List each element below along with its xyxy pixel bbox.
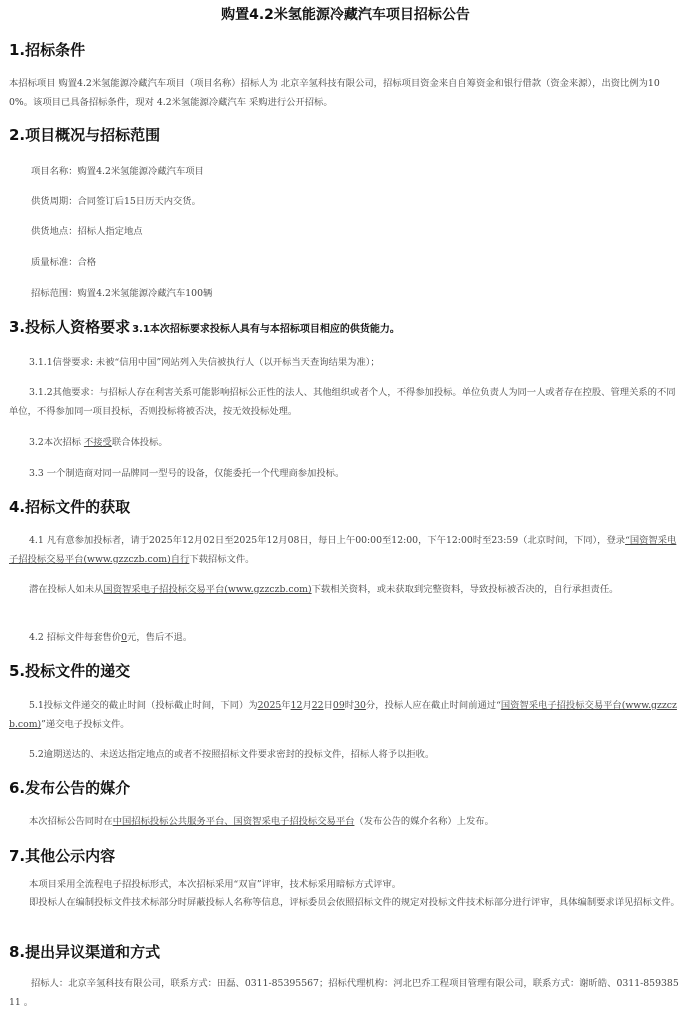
media-text-b: （发布公告的媒介名称）上发布。 [354, 816, 494, 827]
section-1-heading: 1.招标条件 [9, 41, 86, 59]
deadline-text-a: 5.1投标文件递交的截止时间（投标截止时间，下同）为 [29, 700, 258, 711]
deadline-text-c: ”递交电子投标文件。 [41, 719, 130, 730]
late-submission-line: 5.2逾期送达的、未送达指定地点的或者不按照招标文件要求密封的投标文件，招标人将予以拒收。 [29, 749, 435, 760]
section-4-heading: 4.招标文件的获取 [9, 498, 131, 516]
doc-price-value: 0 [121, 632, 128, 643]
deadline-hour-unit: 时 [344, 700, 355, 711]
consortium-line [9, 433, 681, 452]
deadline-month-unit: 月 [302, 700, 312, 711]
consortium-text-a: 3.2本次招标 [29, 437, 84, 448]
deadline-text-b: 分，投标人应在截止时间前通过“ [365, 700, 501, 711]
deadline-hour: 09 [332, 700, 345, 711]
platform-link-3[interactable]: 国资智采电子招投标交易平台(www.gzzczb.com) [9, 700, 677, 730]
credit-requirement-line: 3.1.1信誉要求: 未被“信用中国”网站列入失信被执行人（以开标当天查询结果为准）； [29, 357, 380, 368]
contact-paragraph: 招标人：北京辛氢科技有限公司，联系方式：田磊、0311-85395567；招标代理机构：河北巴乔工程项目管理有限公司，联系方式：谢昕皓、0311-85938511 。 [9, 978, 679, 1008]
deadline-day: 22 [311, 700, 324, 711]
submission-deadline-paragraph [9, 696, 681, 734]
doc-acquisition-text-a: 4.1 凡有意参加投标者，请于2025年12月02日至2025年12月08日，每日上午00:00至12:00，下午12:00时至23:59（北京时间，下同），登录 [29, 535, 626, 546]
consortium-not-accepted: 不接受 [83, 437, 112, 448]
risk-notice-text-a: 潜在投标人如未从 [29, 584, 104, 595]
media-text-a: 本次招标公告同时在 [29, 816, 113, 827]
section-7-heading: 7.其他公示内容 [9, 847, 116, 865]
section-3-heading [9, 317, 400, 340]
media-line [9, 812, 681, 831]
deadline-month: 12 [290, 700, 303, 711]
delivery-period-line: 供货周期：合同签订后15日历天内交货。 [31, 196, 201, 207]
project-name-line: 项目名称：购置4.2米氢能源冷藏汽车项目 [31, 166, 204, 177]
section-5-heading: 5.投标文件的递交 [9, 662, 131, 680]
consortium-text-b: 联合体投标。 [111, 437, 168, 448]
doc-price-text-b: 元，售后不退。 [127, 632, 193, 643]
doc-acquisition-paragraph [9, 531, 681, 569]
doc-price-text-a: 4.2 招标文件每套售价 [29, 632, 122, 643]
delivery-place-line: 供货地点：招标人指定地点 [31, 226, 143, 237]
document-title: 购置4.2米氢能源冷藏汽车项目招标公告 [221, 7, 470, 23]
section-8-heading: 8.提出异议渠道和方式 [9, 943, 161, 961]
deadline-day-unit: 日 [323, 700, 333, 711]
quality-standard-line: 质量标准：合格 [31, 257, 97, 268]
deadline-year-unit: 年 [281, 700, 291, 711]
platform-link-2[interactable]: 国资智采电子招投标交易平台(www.gzzczb.com) [103, 584, 312, 595]
other-requirement-paragraph: 3.1.2其他要求：与招标人存在利害关系可能影响招标公正性的法人、其他组织或者个人，不得参加投标。单位负责人为同一人或者存在控股、管理关系的不同单位，不得参加同一项目投标，否则投标将被否决，按无效投标处理。 [9, 387, 676, 417]
media-platforms[interactable]: 中国招标投标公共服务平台、国资智采电子招投标交易平台 [112, 816, 355, 827]
section-3-heading-text: 3.投标人资格要求 [9, 318, 131, 336]
technical-bid-paragraph: 即投标人在编制投标文件技术标部分时屏蔽投标人名称等信息，评标委员会依照招标文件的规定对投标文件技术标部分进行评审，具体编制要求详见招标文件。 [29, 897, 680, 908]
bid-scope-line: 招标范围：购置4.2米氢能源冷藏汽车100辆 [31, 288, 213, 299]
section-2-heading: 2.项目概况与招标范围 [9, 126, 161, 144]
doc-acquisition-text-b: 下载招标文件。 [189, 554, 255, 565]
risk-notice-text-b: 下载相关资料，或未获取到完整资料，导致投标被否决的，自行承担责任。 [311, 584, 619, 595]
section-3-subheading: 3.1本次招标要求投标人具有与本招标项目相应的供货能力。 [132, 324, 400, 335]
deadline-year: 2025 [257, 700, 282, 711]
doc-price-line [9, 628, 681, 647]
risk-notice-paragraph [9, 580, 681, 599]
double-blind-line: 本项目采用全流程电子招投标形式，本次招标采用“双盲”评审，技术标采用暗标方式评审。 [29, 879, 402, 890]
section-1-paragraph: 本招标项目 购置4.2米氢能源冷藏汽车项目（项目名称）招标人为 北京辛氢科技有限公司，招标项目资金来自自筹资金和银行借款（资金来源），出资比例为100%。该项目已具备招标条件，现对 4.2米氢能源冷藏汽车 采购进行公开招标。 [9, 78, 660, 108]
platform-link-1[interactable]: “国资智采电子招投标交易平台(www.gzzczb.com)自行 [9, 535, 677, 565]
deadline-minute: 30 [354, 700, 366, 711]
agent-rule-line: 3.3 一个制造商对同一品牌同一型号的设备，仅能委托一个代理商参加投标。 [29, 468, 345, 479]
section-6-heading: 6.发布公告的媒介 [9, 779, 131, 797]
